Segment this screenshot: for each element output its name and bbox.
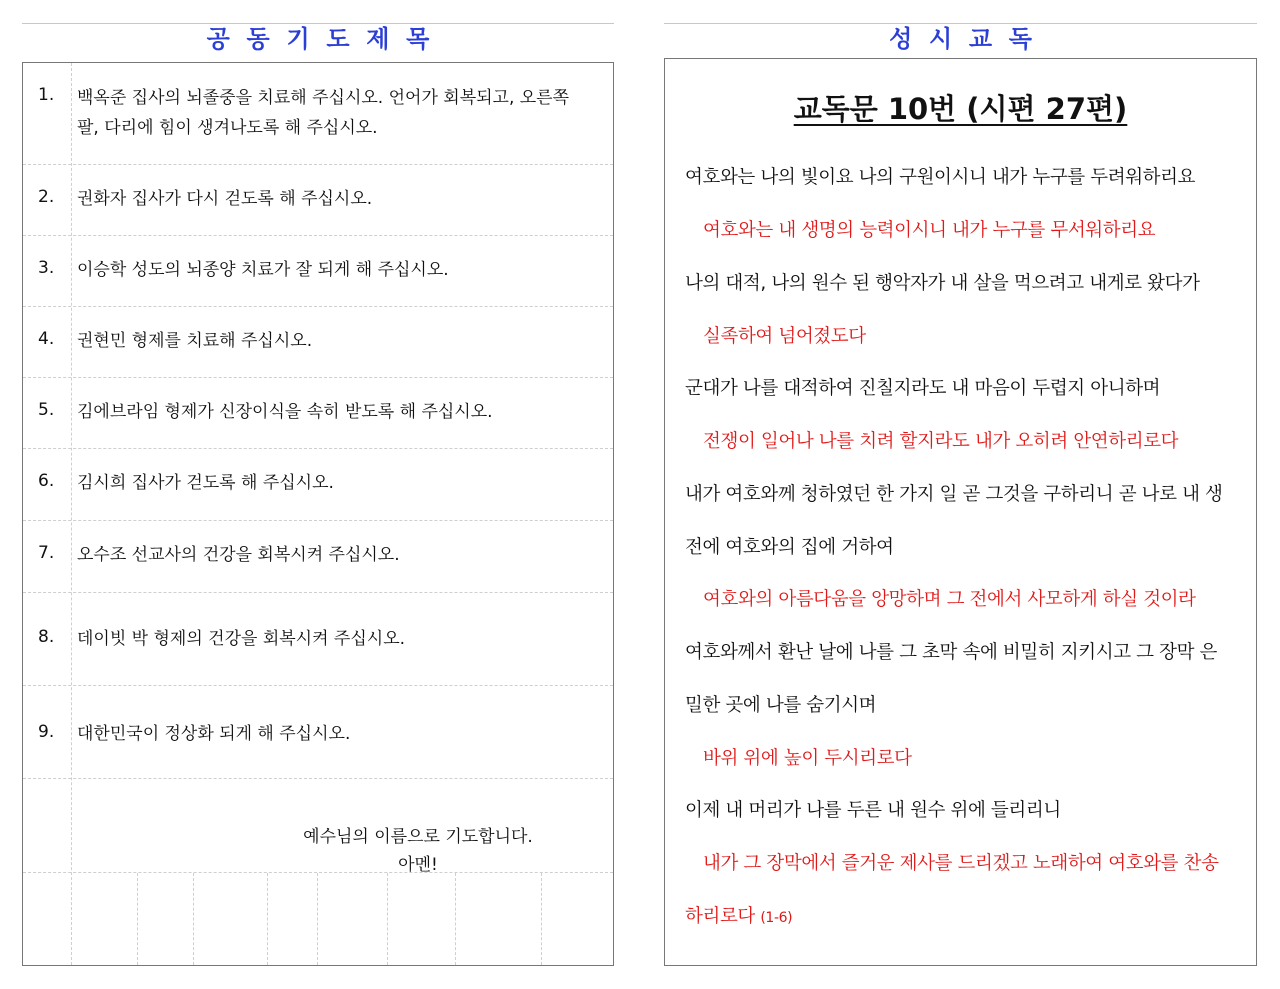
prayer-item-number: 4.	[38, 329, 55, 349]
congregation-line: 여호와는 내 생명의 능력이시니 내가 누구를 무서워하리요	[703, 220, 1156, 241]
leader-line: 여호와께서 환난 날에 나를 그 초막 속에 비밀히 지키시고 그 장막 은	[685, 642, 1218, 663]
leader-line: 전에 여호와의 집에 거하여	[685, 537, 894, 558]
leader-line: 이제 내 머리가 나를 두른 내 원수 위에 들리리니	[685, 800, 1061, 821]
congregation-line: 바위 위에 높이 두시리로다	[703, 748, 912, 769]
grid-divider	[193, 873, 194, 965]
grid-divider	[541, 873, 542, 965]
prayer-section-title: 공 동 기 도 제 목	[206, 25, 430, 53]
prayer-list-panel	[22, 62, 614, 966]
prayer-item	[23, 685, 613, 779]
prayer-item-text: 김시희 집사가 걷도록 해 주십시오.	[77, 473, 334, 493]
prayer-item	[23, 63, 613, 165]
prayer-item	[23, 164, 613, 236]
prayer-item	[23, 377, 613, 449]
congregation-line: 여호와의 아름다움을 앙망하며 그 전에서 사모하게 하실 것이라	[703, 589, 1196, 610]
leader-line: 나의 대적, 나의 원수 된 행악자가 내 살을 먹으려고 내게로 왔다가	[685, 273, 1200, 294]
prayer-item-text: 김에브라임 형제가 신장이식을 속히 받도록 해 주십시오.	[77, 402, 493, 422]
prayer-item-number: 6.	[38, 471, 55, 491]
prayer-item-text: 대한민국이 정상화 되게 해 주십시오.	[77, 724, 351, 744]
closing-amen: 아멘!	[398, 855, 438, 875]
prayer-item-number: 3.	[38, 258, 55, 278]
congregation-line: 실족하여 넘어졌도다	[703, 326, 866, 347]
prayer-item-number: 5.	[38, 400, 55, 420]
blank-grid-area	[23, 872, 613, 965]
responsive-reading-panel	[664, 58, 1257, 966]
leader-line: 군대가 나를 대적하여 진칠지라도 내 마음이 두렵지 아니하며	[685, 378, 1161, 399]
reading-title: 교독문 10번 (시편 27편)	[793, 92, 1128, 126]
prayer-item-text: 권화자 집사가 다시 걷도록 해 주십시오.	[77, 189, 373, 209]
scripture-reference: (1-6)	[760, 910, 793, 926]
prayer-item-text: 데이빗 박 형제의 건강을 회복시켜 주십시오.	[77, 629, 406, 649]
closing-prayer-line: 예수님의 이름으로 기도합니다.	[303, 827, 533, 847]
congregation-line: 내가 그 장막에서 즐거운 제사를 드리겠고 노래하여 여호와를 찬송	[703, 853, 1219, 874]
prayer-item-number: 2.	[38, 187, 55, 207]
prayer-item	[23, 235, 613, 307]
prayer-item-text: 오수조 선교사의 건강을 회복시켜 주십시오.	[77, 545, 400, 565]
grid-divider	[267, 873, 268, 965]
prayer-item	[23, 306, 613, 378]
prayer-item	[23, 448, 613, 521]
leader-line: 여호와는 나의 빛이요 나의 구원이시니 내가 누구를 두려워하리요	[685, 167, 1196, 188]
prayer-item-number: 7.	[38, 543, 55, 563]
leader-line: 밀한 곳에 나를 숨기시며	[685, 695, 877, 716]
congregation-line: 전쟁이 일어나 나를 치려 할지라도 내가 오히려 안연하리로다	[703, 431, 1179, 452]
reading-section-title: 성 시 교 독	[889, 25, 1032, 53]
prayer-item	[23, 520, 613, 593]
grid-divider	[317, 873, 318, 965]
grid-divider	[137, 873, 138, 965]
prayer-item-number: 9.	[38, 722, 55, 742]
prayer-item-number: 1.	[38, 85, 55, 105]
congregation-line	[685, 902, 792, 928]
prayer-item-text: 권현민 형제를 치료해 주십시오.	[77, 331, 313, 351]
prayer-item-text: 백옥준 집사의 뇌졸중을 치료해 주십시오. 언어가 회복되고, 오른쪽 팔, 다리에 힘이 생겨나도록 해 주십시오.	[77, 88, 570, 138]
leader-line: 내가 여호와께 청하였던 한 가지 일 곧 그것을 구하리니 곧 나로 내 생	[685, 484, 1223, 505]
grid-divider	[455, 873, 456, 965]
prayer-item	[23, 592, 613, 686]
prayer-item-number: 8.	[38, 627, 55, 647]
grid-divider	[387, 873, 388, 965]
prayer-item-text: 이승학 성도의 뇌종양 치료가 잘 되게 해 주십시오.	[77, 260, 449, 280]
congregation-line-text: 하리로다	[685, 906, 755, 927]
